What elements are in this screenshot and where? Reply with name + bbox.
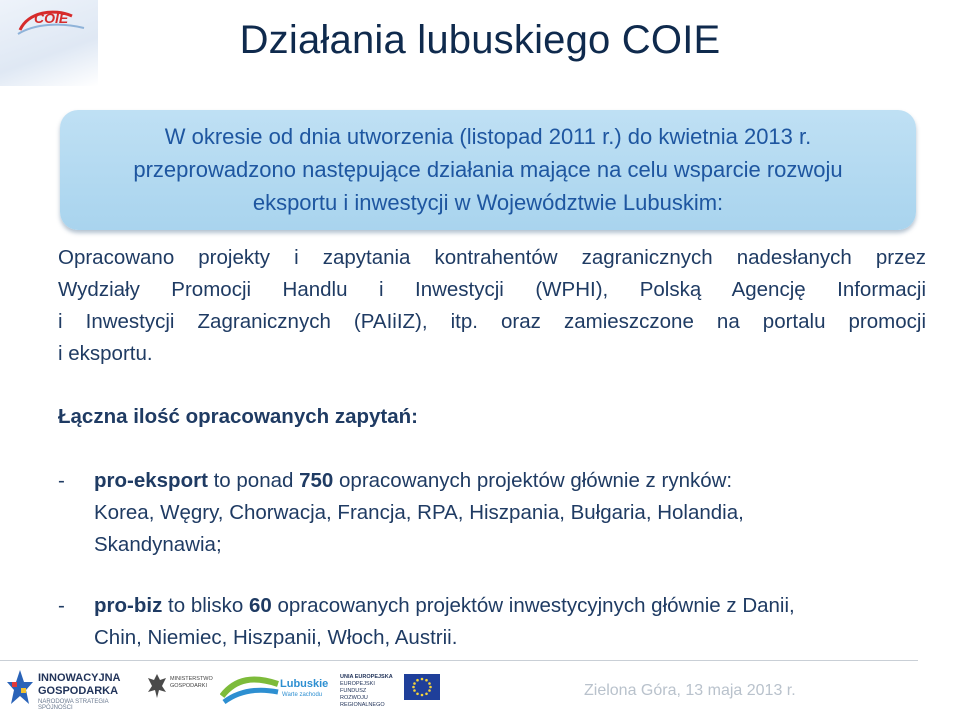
logo-text: NARODOWA STRATEGIA SPÓJNOŚCI	[38, 699, 109, 711]
innowacyjna-gospodarka-logo	[6, 666, 136, 710]
lubuskie-wave-icon	[220, 672, 280, 706]
bullet-text: opracowanych projektów głównie z rynków:	[333, 469, 733, 492]
bullet-keyword: pro-eksport	[94, 469, 208, 492]
logo-text: Lubuskie	[280, 678, 329, 690]
ministerstwo-gospodarki-logo	[146, 666, 213, 710]
bullet-line	[94, 469, 732, 493]
footer-date: Zielona Góra, 13 maja 2013 r.	[584, 682, 796, 699]
bullet-keyword: pro-biz	[94, 594, 163, 617]
intro-banner	[60, 110, 916, 230]
logo-text: ROZWOJU REGIONALNEGO	[340, 695, 385, 708]
eu-fund-logo	[340, 666, 440, 710]
eagle-emblem-icon	[146, 672, 168, 700]
banner-line: eksportu i inwestycji w Województwie Lubuskim:	[252, 190, 724, 215]
bullet-dash: -	[58, 469, 65, 492]
lubuskie-logo	[220, 666, 330, 710]
footer-divider	[0, 660, 918, 661]
logo-text: Warte zachodu	[282, 692, 323, 698]
banner-line: przeprowadzono następujące działania mające na celu wsparcie rozwoju	[133, 157, 843, 182]
logo-text: GOSPODARKA	[38, 685, 119, 697]
banner-line: W okresie od dnia utworzenia (listopad 2011 r.) do kwietnia 2013 r.	[164, 124, 812, 149]
bullet-count: 750	[299, 469, 334, 492]
footer-logos	[6, 666, 446, 710]
innovation-star-icon	[6, 668, 34, 708]
logo-text	[340, 674, 402, 709]
bullet-count: 60	[248, 594, 272, 617]
paragraph-line: i eksportu.	[58, 342, 153, 365]
bullet-text: to ponad	[207, 469, 300, 492]
bullet-line	[94, 594, 795, 618]
paragraph-line: i Inwestycji Zagranicznych (PAIiIZ), itp. oraz zamieszczone na portalu promocji	[58, 310, 926, 333]
bullet-text: to blisko	[162, 594, 249, 617]
bullet-line: Korea, Węgry, Chorwacja, Francja, RPA, Hiszpania, Bułgaria, Holandia,	[94, 501, 744, 524]
bullet-dash: -	[58, 594, 65, 617]
total-heading: Łączna ilość opracowanych zapytań:	[58, 405, 418, 428]
logo-text: UNIA EUROPEJSKA	[340, 674, 393, 680]
logo-text: EUROPEJSKI FUNDUSZ	[340, 681, 375, 694]
logo-text: MINISTERSTWO GOSPODARKI	[170, 676, 213, 689]
bullet-line: Skandynawia;	[94, 533, 222, 556]
bullet-line: Chin, Niemiec, Hiszpanii, Włoch, Austrii.	[94, 626, 458, 649]
eu-flag-icon	[404, 674, 440, 700]
coie-logo-text: COIE	[34, 10, 69, 26]
page-title: Działania lubuskiego COIE	[239, 18, 721, 62]
logo-text: INNOWACYJNA	[38, 672, 121, 684]
bullet-text: opracowanych projektów inwestycyjnych głównie z Danii,	[271, 594, 795, 617]
paragraph-line: Opracowano projekty i zapytania kontrahentów zagranicznych nadesłanych przez	[58, 246, 926, 269]
paragraph-line: Wydziały Promocji Handlu i Inwestycji (WPHI), Polską Agencję Informacji	[58, 278, 926, 301]
